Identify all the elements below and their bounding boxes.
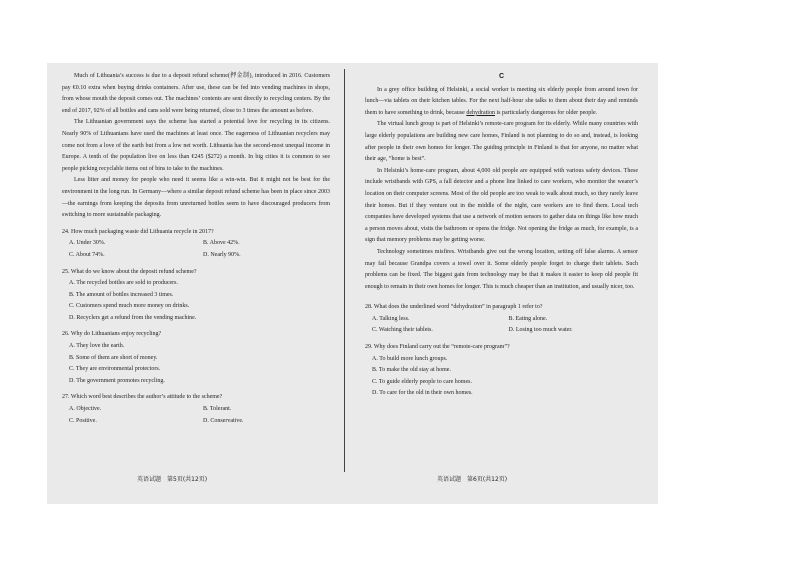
paragraph-text: is particularly dangerous for older people. <box>494 109 598 116</box>
question-stem: 26. Why do Lithuanians enjoy recycling? <box>62 331 162 338</box>
option-a: A. They love the earth. <box>69 343 125 350</box>
option-b: B. Tolerant. <box>203 406 232 413</box>
question-stem: 29. Why does Finland carry out the “remote-care program”? <box>365 344 510 351</box>
option-d: D. Losing too much water. <box>508 327 573 334</box>
option-a: A. Talking less. <box>372 315 410 322</box>
question-24 <box>62 227 330 262</box>
passage-c-paragraph-1 <box>365 85 638 120</box>
right-column <box>365 71 638 400</box>
option-a: A. Under 30%. <box>69 240 106 247</box>
exam-sheet <box>47 63 658 504</box>
page-footer-left: 英语试题 第5页(共12页) <box>137 476 208 483</box>
passage-c-paragraph-4: Technology sometimes misfires. Wristbands give out the wrong location, setting off false alarms. A sensor may fail because Grandpa covers a towel over it. Some elderly people forget to charge their tablets. Such problems can be fixed. The biggest gain from technology may be that it makes it easier to keep old people fit enough to remain in their own homes for longer. This is much cheaper than an institution, and usually nicer, too. <box>365 248 638 290</box>
passage-c-paragraph-2: The virtual lunch group is part of Helsinki’s remote-care program for its elderly. While many countries with large elderly populations are building new care homes, Finland is not planning to do so and, instead, is looking after people in their own homes for longer. The guiding principle in Finland is that for anyone, no matter what their age, “home is best”. <box>365 121 638 163</box>
question-stem: 28. What does the underlined word “dehydration” in paragraph 1 refer to? <box>365 304 543 311</box>
question-28 <box>365 302 638 337</box>
option-d: D. Recyclers get a refund from the vending machine. <box>69 314 197 321</box>
option-d: D. To care for the old in their own homes. <box>372 390 473 397</box>
option-a: A. The recycled bottles are sold to producers. <box>69 280 179 287</box>
options-list <box>365 314 638 337</box>
option-c: C. Customers spend much more money on drinks. <box>69 303 190 310</box>
underlined-word: dehydration <box>466 109 495 116</box>
option-c: C. About 74%. <box>69 251 105 258</box>
question-25 <box>62 267 330 325</box>
passage-b-paragraph-2: The Lithuanian government says the scheme has started a potential love for recycling in its citizens. Nearly 90% of Lithuanians have used the machines at least once. The eagerness of Lithuanian recyclers may come not from a love of the earth but from a low net worth. Lithuania has the second-most unequal income in Europe. A tenth of the population live on less than €245 ($272) a month. In big cities it is common to see people picking recyclable items out of bins to take to the machines. <box>62 119 330 172</box>
options-list <box>365 354 638 400</box>
option-c: C. Positive. <box>69 417 97 424</box>
option-d: D. Conservative. <box>203 417 244 424</box>
option-c: C. They are environmental protectors. <box>69 366 161 373</box>
option-d: D. The government promotes recycling. <box>69 377 165 384</box>
option-c: C. Watching their tablets. <box>372 327 433 334</box>
option-b: B. The amount of bottles increased 3 times. <box>69 291 174 298</box>
question-26 <box>62 329 330 387</box>
question-stem: 27. Which word best describes the author’s attitude to the scheme? <box>62 394 223 401</box>
passage-b-paragraph-3: Less litter and money for people who need it seems like a win-win. But it might not be best for the environment in the long run. In Germany—where a similar deposit refund scheme has been in place since 2003—the earnings from keeping the deposits from unreturned bottles seem to have discouraged producers from switching to more sustainable packaging. <box>62 177 330 219</box>
passage-c-paragraph-3: In Helsinki’s home-care program, about 4,000 old people are equipped with various safety devices. These include wristbands with GPS, a fall detector and a phone line linked to care workers, who monitor the wearer’s location on their computer screens. Most of the old people are too weak to walk about much, so they rarely leave their homes. But if they venture out in the middle of the night, care workers are to find them. Local tech companies have developed systems that use a network of motion sensors to gather data on things like how much a person moves about, visits the bathroom or opens the fridge. Not opening the fridge as much, for example, is a sign that memory problems may be getting worse. <box>365 167 638 244</box>
left-column <box>62 71 330 427</box>
options-list <box>62 404 330 427</box>
question-stem: 25. What do we know about the deposit refund scheme? <box>62 268 197 275</box>
question-29 <box>365 342 638 400</box>
options-list <box>62 341 330 387</box>
question-27 <box>62 392 330 427</box>
option-a: A. Objective. <box>69 406 102 413</box>
page-footer-right: 英语试题 第6页(共12页) <box>437 476 508 483</box>
option-c: C. To guide elderly people to care homes. <box>372 378 472 385</box>
option-b: B. To make the old stay at home. <box>372 367 451 374</box>
option-b: B. Eating alone. <box>508 315 548 322</box>
column-divider <box>344 69 345 472</box>
option-b: B. Some of them are short of money. <box>69 354 158 361</box>
question-stem: 24. How much packaging waste did Lithuania recycle in 2017? <box>62 228 214 235</box>
paragraph-text: In a grey office building of Helsinki, a social worker is meeting six elderly people from around town for lunch—via tablets on their kitchen tables. For the next half-hour she talks to them about their day and reminds them to have something to drink, because <box>365 86 638 116</box>
option-b: B. Above 42%. <box>203 240 240 247</box>
options-list <box>62 238 330 261</box>
passage-b-paragraph-1: Much of Lithuania’s success is due to a deposit refund scheme(押金制), introduced in 2016. Customers pay €0.10 extra when buying drinks containers. After use, these can be fed into vending machines in shops, from whose mouth the deposit comes out. The machines’ contents are sent directly to recycling centers. By the end of 2017, 92% of all bottles and cans sold were being returned, close to 3 times the amount as before. <box>62 73 330 114</box>
options-list <box>62 278 330 324</box>
option-d: D. Nearly 90%. <box>203 251 241 258</box>
passage-label: C <box>498 73 505 80</box>
option-a: A. To build more lunch groups. <box>372 355 448 362</box>
